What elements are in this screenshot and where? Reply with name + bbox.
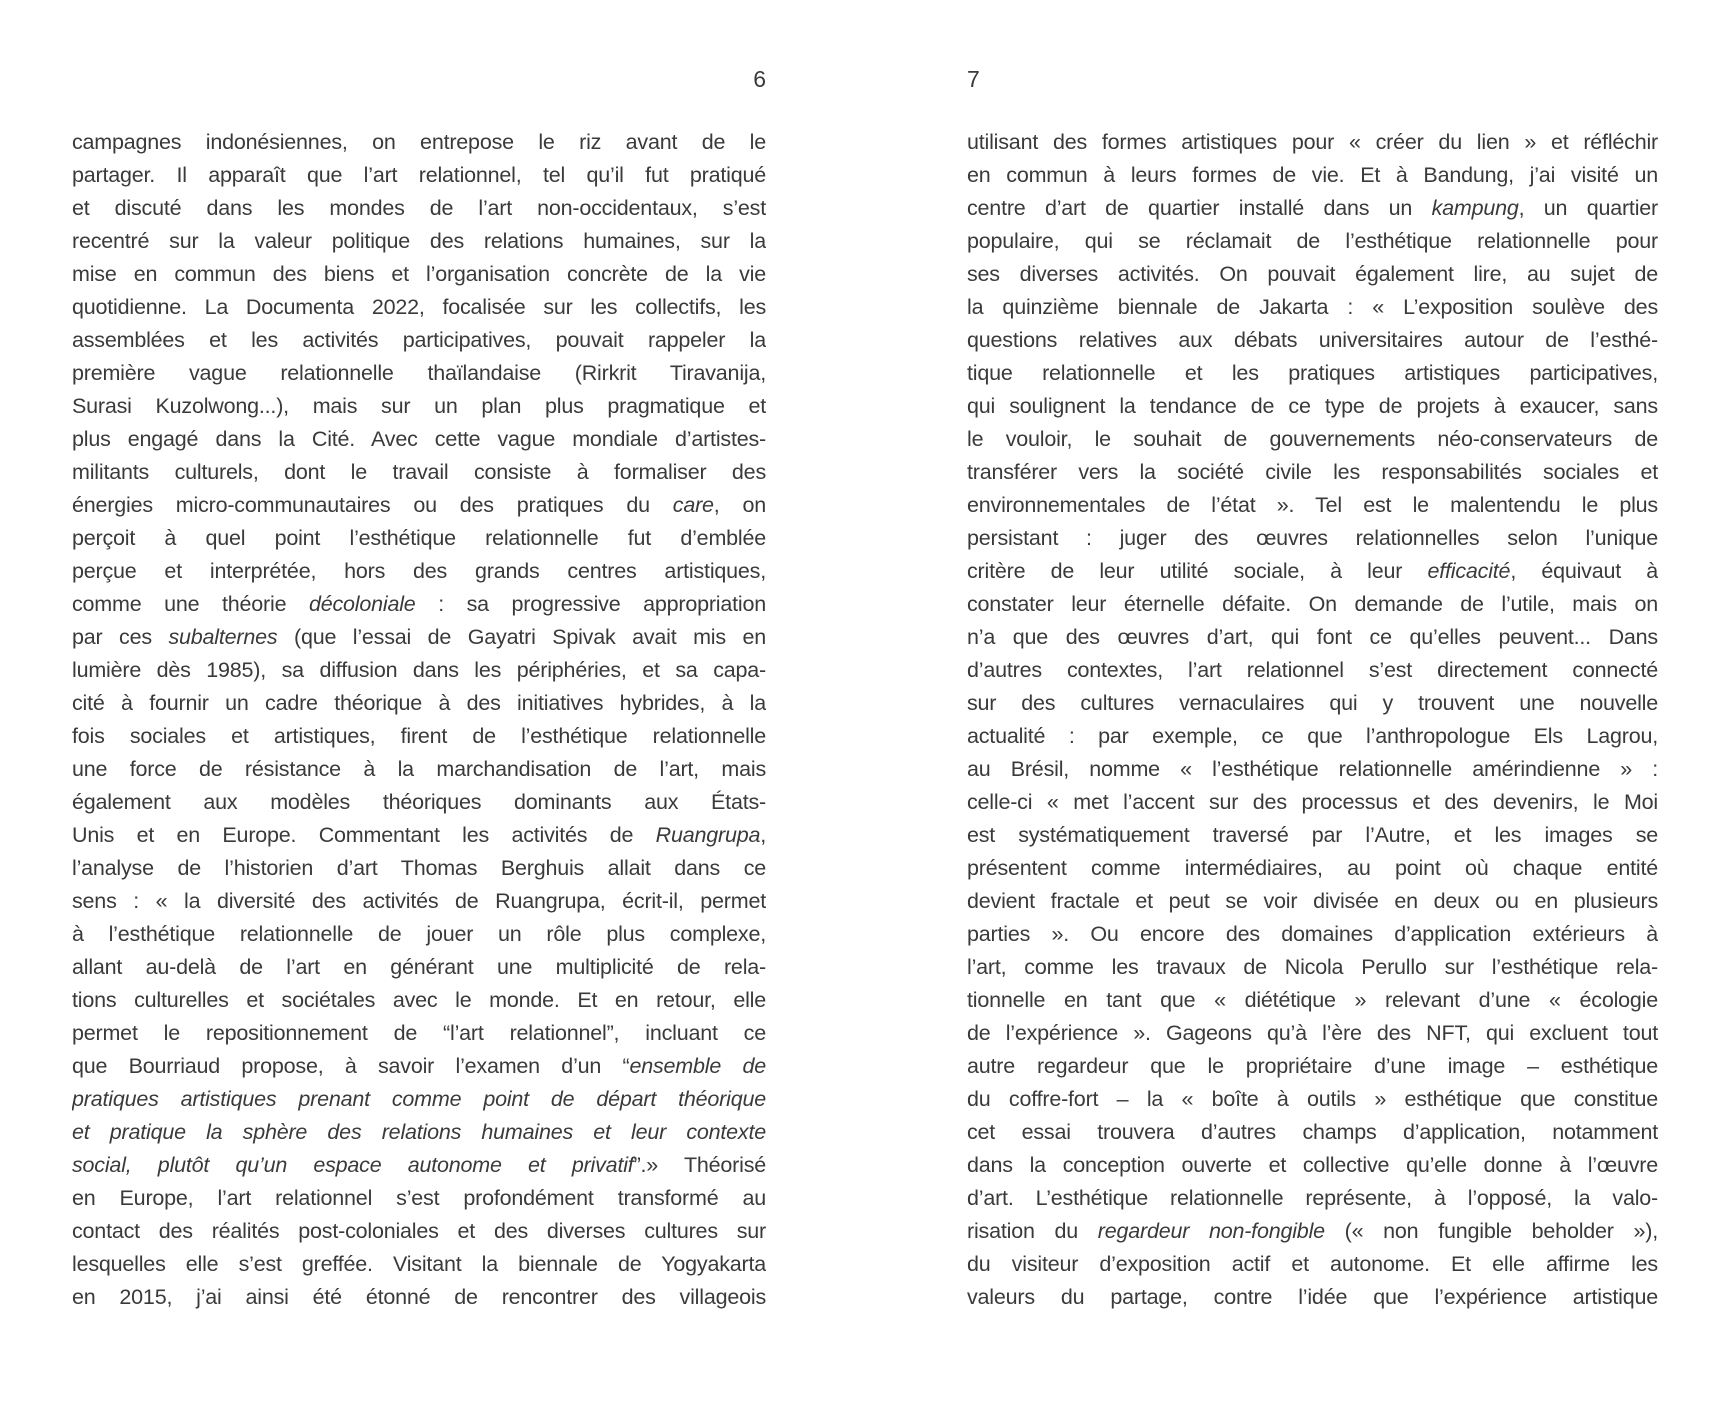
text-segment: l’art, comme les travaux de Nicola Perullo sur l’esthétique rela- — [967, 955, 1658, 979]
text-line — [72, 687, 766, 720]
text-segment: Ruangrupa — [655, 823, 761, 847]
text-segment: cité à fournir un cadre théorique à des initiatives hybrides, à la — [72, 691, 766, 715]
text-segment: tionnelle en tant que « diététique » relevant d’une « écologie — [967, 988, 1658, 1012]
text-line — [967, 1149, 1658, 1182]
text-segment: décoloniale — [308, 592, 416, 616]
text-segment: regardeur non-fongible — [1097, 1219, 1325, 1243]
text-line — [967, 918, 1658, 951]
text-segment: , équivaut à — [1510, 559, 1658, 583]
text-line — [72, 1050, 766, 1083]
text-segment: celle-ci « met l’accent sur des processus et des devenirs, le Moi — [967, 790, 1658, 814]
text-segment: allant au-delà de l’art en générant une multiplicité de rela- — [72, 955, 766, 979]
text-line — [967, 324, 1658, 357]
text-line — [72, 456, 766, 489]
text-segment: par ces — [72, 625, 169, 649]
text-line — [967, 654, 1658, 687]
page-left-text-block — [72, 126, 766, 1314]
text-segment: première vague relationnelle thaïlandaise (Rirkrit Tiravanija, — [72, 361, 766, 385]
text-segment: également aux modèles théoriques dominants aux États- — [72, 790, 766, 814]
text-segment: subalternes — [168, 625, 278, 649]
text-segment: autre regardeur que le propriétaire d’une image – esthétique — [967, 1054, 1658, 1078]
text-line — [967, 852, 1658, 885]
text-segment: (que l’essai de Gayatri Spivak avait mis en — [277, 625, 766, 649]
text-segment: quotidienne. La Documenta 2022, focalisée sur les collectifs, les — [72, 295, 766, 319]
text-segment: devient fractale et peut se voir divisée en deux ou en plusieurs — [967, 889, 1658, 913]
text-line — [967, 1050, 1658, 1083]
text-line — [72, 258, 766, 291]
text-segment: pratiques artistiques prenant comme point de départ théorique — [72, 1087, 766, 1111]
text-line — [72, 885, 766, 918]
text-line — [967, 951, 1658, 984]
text-segment: sur des cultures vernaculaires qui y trouvent une nouvelle — [967, 691, 1658, 715]
text-segment: cet essai trouvera d’autres champs d’application, notamment — [967, 1120, 1658, 1144]
text-line — [967, 258, 1658, 291]
text-line — [967, 720, 1658, 753]
text-line — [72, 390, 766, 423]
text-segment: le vouloir, le souhait de gouvernements néo-conservateurs de — [967, 427, 1658, 451]
text-line — [72, 588, 766, 621]
text-segment: kampung — [1431, 196, 1519, 220]
text-line — [72, 951, 766, 984]
text-line — [967, 1281, 1658, 1314]
text-line — [72, 720, 766, 753]
text-segment: care — [672, 493, 714, 517]
text-line — [967, 357, 1658, 390]
text-line — [967, 1215, 1658, 1248]
text-segment: , un quartier — [1518, 196, 1658, 220]
text-line — [72, 225, 766, 258]
text-line — [72, 1215, 766, 1248]
text-segment: n’a que des œuvres d’art, qui font ce qu’elles peuvent... Dans — [967, 625, 1658, 649]
text-segment: , on — [713, 493, 766, 517]
text-segment: en 2015, j’ai ainsi été étonné de rencontrer des villageois — [72, 1285, 766, 1309]
text-segment: plus engagé dans la Cité. Avec cette vague mondiale d’artistes- — [72, 427, 766, 451]
text-segment: assemblées et les activités participatives, pouvait rappeler la — [72, 328, 766, 352]
text-line — [967, 1248, 1658, 1281]
text-line — [72, 753, 766, 786]
text-segment: du visiteur d’exposition actif et autonome. Et elle affirme les — [967, 1252, 1658, 1276]
text-line — [967, 225, 1658, 258]
text-line — [72, 786, 766, 819]
text-line — [72, 1149, 766, 1182]
text-segment: tique relationnelle et les pratiques artistiques participatives, — [967, 361, 1658, 385]
text-segment: transférer vers la société civile les responsabilités sociales et — [967, 460, 1658, 484]
text-segment: mise en commun des biens et l’organisation concrète de la vie — [72, 262, 766, 286]
text-line — [72, 984, 766, 1017]
text-segment: recentré sur la valeur politique des relations humaines, sur la — [72, 229, 766, 253]
text-segment: questions relatives aux débats universitaires autour de l’esthé- — [967, 328, 1658, 352]
text-line — [72, 918, 766, 951]
text-segment: efficacité — [1427, 559, 1511, 583]
text-line — [967, 522, 1658, 555]
text-segment: perçoit à quel point l’esthétique relationnelle fut d’emblée — [72, 526, 766, 550]
text-line — [72, 357, 766, 390]
text-segment: risation du — [967, 1219, 1098, 1243]
text-segment: persistant : juger des œuvres relationnelles selon l’unique — [967, 526, 1658, 550]
text-line — [967, 753, 1658, 786]
text-line — [72, 1083, 766, 1116]
text-line — [72, 423, 766, 456]
text-segment: et pratique la sphère des relations humaines et leur contexte — [72, 1120, 766, 1144]
text-line — [967, 984, 1658, 1017]
text-line — [967, 555, 1658, 588]
text-segment: partager. Il apparaît que l’art relationnel, tel qu’il fut pratiqué — [72, 163, 766, 187]
text-segment: militants culturels, dont le travail consiste à formaliser des — [72, 460, 766, 484]
text-line — [72, 1281, 766, 1314]
text-segment: en Europe, l’art relationnel s’est profondément transformé au — [72, 1186, 766, 1210]
text-line — [967, 1017, 1658, 1050]
text-line — [72, 291, 766, 324]
text-line — [967, 786, 1658, 819]
text-segment: dans la conception ouverte et collective qu’elle donne à l’œuvre — [967, 1153, 1658, 1177]
text-segment: ensemble de — [629, 1054, 766, 1078]
text-segment: d’art. L’esthétique relationnelle représente, à l’opposé, la valo- — [967, 1186, 1658, 1210]
text-segment: présentent comme intermédiaires, au point où chaque entité — [967, 856, 1658, 880]
text-segment: centre d’art de quartier installé dans un — [967, 196, 1432, 220]
text-segment: d’autres contextes, l’art relationnel s’est directement connecté — [967, 658, 1658, 682]
text-line — [967, 291, 1658, 324]
text-segment: fois sociales et artistiques, firent de l’esthétique relationnelle — [72, 724, 766, 748]
text-line — [967, 1083, 1658, 1116]
page-number-left: 6 — [753, 66, 766, 92]
text-segment: énergies micro-communautaires ou des pratiques du — [72, 493, 673, 517]
text-line — [967, 456, 1658, 489]
text-segment: que Bourriaud propose, à savoir l’examen d’un “ — [72, 1054, 630, 1078]
text-line — [72, 555, 766, 588]
text-segment: tions culturelles et sociétales avec le monde. Et en retour, elle — [72, 988, 766, 1012]
text-line — [72, 324, 766, 357]
text-segment: parties ». Ou encore des domaines d’application extérieurs à — [967, 922, 1658, 946]
text-segment: est systématiquement traversé par l’Autre, et les images se — [967, 823, 1658, 847]
text-segment: utilisant des formes artistiques pour « créer du lien » et réfléchir — [967, 130, 1658, 154]
text-segment: l’analyse de l’historien d’art Thomas Berghuis allait dans ce — [72, 856, 766, 880]
page-right-text-block — [967, 126, 1658, 1314]
text-segment: social, plutôt qu’un espace autonome et privatif — [72, 1153, 634, 1177]
text-line — [967, 423, 1658, 456]
text-segment: valeurs du partage, contre l’idée que l’expérience artistique — [967, 1285, 1658, 1309]
text-line — [72, 654, 766, 687]
text-line — [72, 1116, 766, 1149]
text-segment: permet le repositionnement de “l’art relationnel”, incluant ce — [72, 1021, 766, 1045]
text-segment: lumière dès 1985), sa diffusion dans les périphéries, et sa capa- — [72, 658, 766, 682]
text-segment: : sa progressive appropriation — [415, 592, 766, 616]
text-line — [967, 588, 1658, 621]
text-line — [72, 621, 766, 654]
text-segment: une force de résistance à la marchandisation de l’art, mais — [72, 757, 766, 781]
text-line — [967, 192, 1658, 225]
text-segment: Unis et en Europe. Commentant les activités de — [72, 823, 656, 847]
text-segment: au Brésil, nomme « l’esthétique relationnelle amérindienne » : — [967, 757, 1658, 781]
text-segment: (« non fungible beholder »), — [1324, 1219, 1658, 1243]
text-segment: actualité : par exemple, ce que l’anthropologue Els Lagrou, — [967, 724, 1658, 748]
text-line — [967, 159, 1658, 192]
text-segment: constater leur éternelle défaite. On demande de l’utile, mais on — [967, 592, 1658, 616]
text-line — [967, 1182, 1658, 1215]
text-line — [72, 192, 766, 225]
text-segment: comme une théorie — [72, 592, 309, 616]
text-line — [72, 159, 766, 192]
text-line — [72, 819, 766, 852]
text-segment: Surasi Kuzolwong...), mais sur un plan plus pragmatique et — [72, 394, 766, 418]
text-line — [72, 489, 766, 522]
text-segment: et discuté dans les mondes de l’art non-occidentaux, s’est — [72, 196, 766, 220]
text-segment: environnementales de l’état ». Tel est le malentendu le plus — [967, 493, 1658, 517]
text-line — [72, 1248, 766, 1281]
text-segment: ses diverses activités. On pouvait également lire, au sujet de — [967, 262, 1658, 286]
text-segment: critère de leur utilité sociale, à leur — [967, 559, 1428, 583]
text-line — [967, 621, 1658, 654]
text-line — [967, 390, 1658, 423]
text-line — [72, 852, 766, 885]
text-segment: lesquelles elle s’est greffée. Visitant la biennale de Yogyakarta — [72, 1252, 766, 1276]
text-segment: campagnes indonésiennes, on entrepose le riz avant de le — [72, 130, 766, 154]
text-line — [72, 1182, 766, 1215]
text-line — [967, 885, 1658, 918]
text-line — [967, 687, 1658, 720]
text-segment: ”.» Théorisé — [633, 1153, 766, 1177]
text-segment: qui soulignent la tendance de ce type de projets à exaucer, sans — [967, 394, 1658, 418]
text-line — [72, 126, 766, 159]
text-segment: à l’esthétique relationnelle de jouer un rôle plus complexe, — [72, 922, 766, 946]
text-segment: contact des réalités post-coloniales et des diverses cultures sur — [72, 1219, 766, 1243]
text-line — [967, 1116, 1658, 1149]
text-segment: perçue et interprétée, hors des grands centres artistiques, — [72, 559, 766, 583]
text-line — [72, 522, 766, 555]
text-segment: de l’expérience ». Gageons qu’à l’ère des NFT, qui excluent tout — [967, 1021, 1658, 1045]
text-segment: sens : « la diversité des activités de Ruangrupa, écrit-il, permet — [72, 889, 766, 913]
text-segment: du coffre-fort – la « boîte à outils » esthétique que constitue — [967, 1087, 1658, 1111]
page-number-right: 7 — [967, 66, 980, 92]
text-line — [967, 489, 1658, 522]
text-line — [967, 819, 1658, 852]
text-segment: en commun à leurs formes de vie. Et à Bandung, j’ai visité un — [967, 163, 1658, 187]
text-segment: , — [760, 823, 766, 847]
text-segment: populaire, qui se réclamait de l’esthétique relationnelle pour — [967, 229, 1658, 253]
text-line — [967, 126, 1658, 159]
text-line — [72, 1017, 766, 1050]
text-segment: la quinzième biennale de Jakarta : « L’exposition soulève des — [967, 295, 1658, 319]
